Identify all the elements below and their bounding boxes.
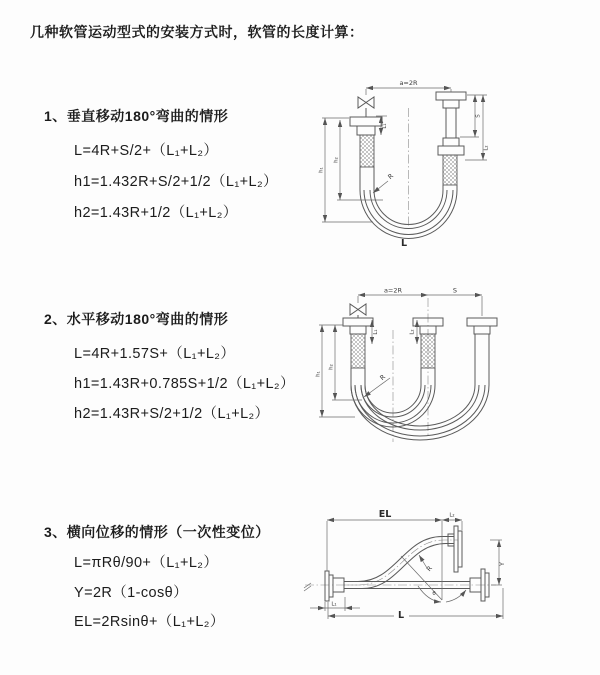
braided-hose	[360, 135, 374, 167]
dim-label-l2: L₂	[449, 512, 455, 519]
formula-line: Y=2R（1-cosθ）	[74, 585, 188, 601]
formula-line: h2=1.43R+S/2+1/2（L₁+L₂）	[74, 406, 270, 422]
formula-line: L=4R+1.57S+（L₁+L₂）	[74, 346, 236, 362]
flange	[454, 526, 458, 572]
dim-label-s: S	[475, 114, 482, 118]
dim-label-length: L	[400, 238, 408, 249]
dim-label-radius: R	[424, 564, 434, 574]
section-2-heading: 2、水平移动180°弯曲的情形	[44, 311, 229, 327]
dim-label-a2r: a=2R	[383, 286, 403, 295]
dim-label-l2: L₂	[409, 329, 416, 335]
section-3-heading: 3、横向位移的情形（一次性变位）	[44, 524, 270, 540]
dim-label-l1: L₁	[382, 123, 388, 129]
hose-assembly	[350, 92, 466, 239]
formula-line: h1=1.432R+S/2+1/2（L₁+L₂）	[74, 174, 278, 190]
valve-icon	[350, 304, 366, 315]
hex-nut	[443, 138, 459, 146]
hex-nut	[474, 326, 490, 334]
hose-assembly	[343, 304, 497, 440]
flange	[325, 571, 329, 601]
hose-assembly	[304, 526, 489, 601]
dim-label-s: S	[452, 286, 458, 295]
dimension-lines	[319, 79, 490, 249]
hex-nut	[443, 100, 459, 108]
flange	[343, 318, 373, 326]
formula-line: h1=1.43R+0.785S+1/2（L₁+L₂）	[74, 376, 295, 392]
hex-nut	[350, 326, 366, 334]
diagram-lateral-displacement	[300, 498, 600, 643]
formula-line: EL=2Rsinθ+（L₁+L₂）	[74, 614, 225, 630]
dim-label-a2r: a=2R	[399, 79, 418, 87]
dim-label-h2: h₂	[333, 157, 340, 163]
flange	[467, 318, 497, 326]
formula-line: h2=1.43R+1/2（L₁+L₂）	[74, 205, 238, 221]
dim-label-l1: L₁	[373, 329, 379, 335]
dimension-lines	[310, 509, 506, 621]
formula-line: L=πRθ/90+（L₁+L₂）	[74, 555, 219, 571]
dim-label-radius: R	[386, 171, 396, 181]
flange	[350, 117, 382, 126]
dim-label-l1: L₁	[331, 601, 337, 608]
flange	[329, 575, 333, 597]
diagram-vertical-u-bend	[303, 72, 595, 260]
flange	[458, 531, 462, 567]
valve-icon	[358, 97, 374, 108]
dim-label-radius: R	[378, 372, 388, 382]
dim-label-h2: h₂	[328, 364, 335, 370]
formula-line: L=4R+S/2+（L₁+L₂）	[74, 143, 219, 159]
dim-label-l: L	[397, 610, 405, 621]
flange	[438, 146, 464, 155]
braided-hose	[421, 334, 435, 368]
dim-label-theta: θ	[432, 591, 436, 597]
braided-hose	[443, 155, 457, 185]
dim-label-el: EL	[378, 509, 392, 520]
hose-curve	[344, 537, 454, 582]
section-1-heading: 1、垂直移动180°弯曲的情形	[44, 108, 229, 124]
braided-hose	[351, 334, 365, 368]
dim-label-l2: L₂	[483, 145, 490, 151]
break-mark	[304, 583, 311, 591]
hex-nut	[357, 126, 375, 135]
dim-label-h1: h₁	[318, 167, 325, 173]
dimension-lines	[316, 287, 483, 418]
dim-label-h1: h₁	[315, 371, 322, 377]
center-lines	[393, 298, 428, 442]
page-title: 几种软管运动型式的安装方式时，软管的长度计算：	[30, 24, 364, 40]
flange	[436, 92, 466, 100]
dim-label-y: Y	[498, 562, 506, 566]
diagram-horizontal-u-bend	[300, 282, 600, 462]
